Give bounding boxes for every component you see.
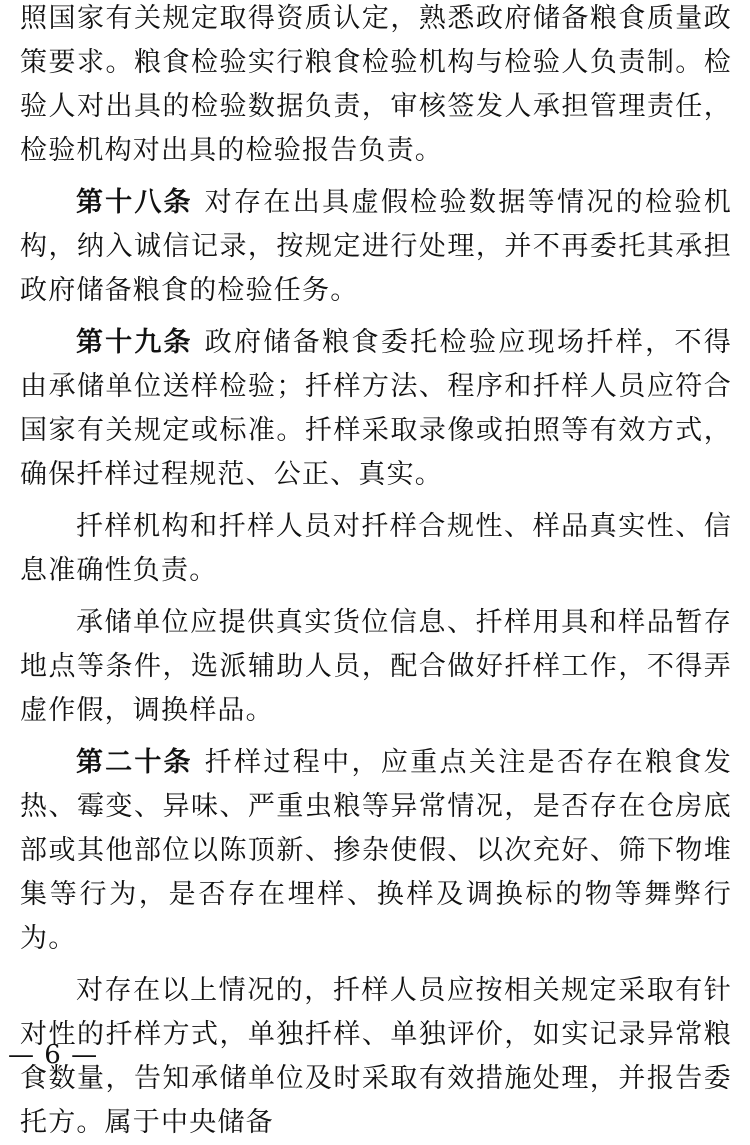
article-number: 第十九条 — [76, 327, 193, 358]
paragraph-text: 承储单位应提供真实货位信息、扦样用具和样品暂存地点等条件，选派辅助人员，配合做好扦样工作，不得弄虚作假，调换样品。 — [20, 607, 732, 726]
paragraph-text: 扦样机构和扦样人员对扦样合规性、样品真实性、信息准确性负责。 — [20, 511, 732, 586]
page-number: — 6 — — [8, 1040, 99, 1070]
paragraph — [20, 505, 732, 593]
article-number: 第十八条 — [76, 187, 193, 218]
paragraph-text: 政府储备粮食委托检验应现场扦样，不得由承储单位送样检验；扦样方法、程序和扦样人员应符合国家有关规定或标准。扦样采取录像或拍照等有效方式，确保扦样过程规范、公正、真实。 — [20, 327, 733, 490]
paragraph-text: 照国家有关规定取得资质认定，熟悉政府储备粮食质量政策要求。粮食检验实行粮食检验机构与检验人负责制。检验人对出具的检验数据负责，审核签发人承担管理责任，检验机构对出具的检验报告负责。 — [20, 3, 732, 166]
article-18-paragraph — [20, 181, 732, 313]
paragraph — [20, 969, 732, 1145]
paragraph — [20, 601, 732, 733]
article-19-paragraph — [20, 321, 732, 497]
paragraph-text: 扦样过程中，应重点关注是否存在粮食发热、霉变、异味、严重虫粮等异常情况，是否存在仓房底部或其他部位以陈顶新、掺杂使假、以次充好、筛下物堆集等行为，是否存在埋样、换样及调换标的物等舞弊行为。 — [20, 747, 733, 954]
paragraph-continuation — [20, 0, 732, 173]
article-20-paragraph — [20, 741, 732, 961]
article-number: 第二十条 — [76, 747, 193, 778]
paragraph-text: 对存在以上情况的，扦样人员应按相关规定采取有针对性的扦样方式，单独扦样、单独评价，如实记录异常粮食数量，告知承储单位及时采取有效措施处理，并报告委托方。属于中央储备 — [20, 975, 732, 1138]
paragraph-text: 对存在出具虚假检验数据等情况的检验机构，纳入诚信记录，按规定进行处理，并不再委托其承担政府储备粮食的检验任务。 — [20, 187, 733, 306]
